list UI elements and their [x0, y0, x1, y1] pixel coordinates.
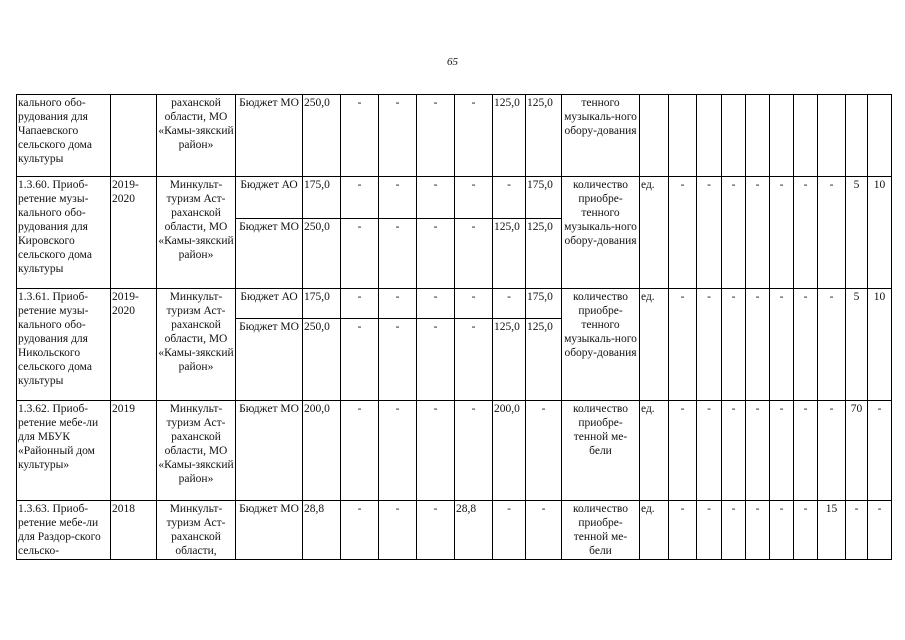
- indicator-value-cell: -: [669, 289, 697, 401]
- indicator-value-cell: -: [770, 289, 794, 401]
- funding-value-cell: -: [379, 401, 417, 501]
- unit-cell: ед.: [640, 177, 669, 289]
- indicator-value-cell: -: [746, 401, 770, 501]
- funding-source-cell: Бюджет МО: [236, 219, 303, 289]
- indicator-value-cell: [697, 95, 722, 177]
- funding-value-cell: -: [341, 501, 379, 560]
- indicator-value-cell: -: [697, 401, 722, 501]
- years-cell: [111, 95, 157, 177]
- funding-value-cell: -: [341, 401, 379, 501]
- years-cell: 2019-2020: [111, 177, 157, 289]
- funding-value-cell: -: [379, 501, 417, 560]
- indicator-value-cell: -: [697, 501, 722, 560]
- event-title-cell: 1.3.60. Приоб-ретение музы-кального обо-рудования для Кировского сельского дома культуры: [17, 177, 111, 289]
- indicator-value-cell: -: [794, 177, 818, 289]
- indicator-value-cell: -: [746, 501, 770, 560]
- indicator-value-cell: -: [770, 401, 794, 501]
- funding-value-cell: 250,0: [303, 319, 341, 401]
- indicator-value-cell: [868, 95, 892, 177]
- indicator-value-cell: -: [794, 501, 818, 560]
- indicator-cell: тенного музыкаль-ного обору-дования: [562, 95, 640, 177]
- funding-value-cell: -: [379, 319, 417, 401]
- funding-source-cell: Бюджет МО: [236, 501, 303, 560]
- table-row: [17, 177, 892, 219]
- indicator-value-cell: -: [818, 289, 846, 401]
- funding-value-cell: -: [341, 319, 379, 401]
- indicator-value-cell: -: [770, 501, 794, 560]
- funding-value-cell: -: [417, 289, 455, 319]
- funding-value-cell: 200,0: [493, 401, 526, 501]
- funding-value-cell: 125,0: [526, 319, 562, 401]
- funding-source-cell: Бюджет МО: [236, 95, 303, 177]
- funding-value-cell: 125,0: [493, 95, 526, 177]
- funding-value-cell: -: [417, 177, 455, 219]
- executor-cell: раханской области, МО «Камы-зякский район»: [157, 95, 236, 177]
- indicator-cell: количество приобре-тенного музыкаль-ного обору-дования: [562, 289, 640, 401]
- funding-value-cell: -: [379, 95, 417, 177]
- indicator-value-cell: -: [770, 177, 794, 289]
- program-table: [16, 94, 892, 560]
- table-row: [17, 501, 892, 560]
- indicator-value-cell: -: [722, 177, 746, 289]
- event-title-cell: кального обо-рудования для Чапаевского сельского дома культуры: [17, 95, 111, 177]
- table-row: [17, 289, 892, 319]
- funding-value-cell: 125,0: [526, 219, 562, 289]
- indicator-value-cell: -: [669, 177, 697, 289]
- indicator-value-cell: [794, 95, 818, 177]
- indicator-value-cell: 15: [818, 501, 846, 560]
- executor-cell: Минкульт-туризм Аст-раханской области,: [157, 501, 236, 560]
- executor-cell: Минкульт-туризм Аст-раханской области, МО «Камы-зякский район»: [157, 177, 236, 289]
- funding-value-cell: 28,8: [455, 501, 493, 560]
- indicator-value-cell: -: [697, 289, 722, 401]
- table-row: [17, 401, 892, 501]
- executor-cell: Минкульт-туризм Аст-раханской области, МО «Камы-зякский район»: [157, 289, 236, 401]
- funding-value-cell: -: [493, 501, 526, 560]
- unit-cell: ед.: [640, 401, 669, 501]
- indicator-value-cell: -: [794, 401, 818, 501]
- page-number: 65: [447, 56, 458, 68]
- indicator-value-cell: -: [722, 401, 746, 501]
- indicator-value-cell: -: [697, 177, 722, 289]
- indicator-value-cell: -: [818, 401, 846, 501]
- funding-value-cell: 175,0: [303, 177, 341, 219]
- unit-cell: ед.: [640, 289, 669, 401]
- funding-value-cell: 175,0: [526, 177, 562, 219]
- funding-value-cell: -: [417, 319, 455, 401]
- funding-source-cell: Бюджет МО: [236, 319, 303, 401]
- unit-cell: ед.: [640, 501, 669, 560]
- funding-value-cell: -: [455, 289, 493, 319]
- funding-value-cell: 125,0: [493, 319, 526, 401]
- funding-source-cell: Бюджет МО: [236, 401, 303, 501]
- funding-value-cell: 175,0: [526, 289, 562, 319]
- funding-value-cell: -: [379, 219, 417, 289]
- funding-value-cell: 200,0: [303, 401, 341, 501]
- funding-value-cell: -: [455, 319, 493, 401]
- indicator-value-cell: [722, 95, 746, 177]
- funding-value-cell: 250,0: [303, 95, 341, 177]
- indicator-value-cell: -: [669, 501, 697, 560]
- funding-value-cell: -: [493, 177, 526, 219]
- funding-value-cell: 250,0: [303, 219, 341, 289]
- indicator-cell: количество приобре-тенной ме-бели: [562, 401, 640, 501]
- funding-source-cell: Бюджет АО: [236, 177, 303, 219]
- executor-cell: Минкульт-туризм Аст-раханской области, МО «Камы-зякский район»: [157, 401, 236, 501]
- funding-value-cell: -: [341, 95, 379, 177]
- years-cell: 2019: [111, 401, 157, 501]
- funding-value-cell: -: [417, 501, 455, 560]
- indicator-value-cell: 5: [846, 177, 868, 289]
- funding-source-cell: Бюджет АО: [236, 289, 303, 319]
- indicator-value-cell: -: [669, 401, 697, 501]
- indicator-value-cell: -: [722, 289, 746, 401]
- indicator-value-cell: 5: [846, 289, 868, 401]
- event-title-cell: 1.3.62. Приоб-ретение мебе-ли для МБУК «Районный дом культуры»: [17, 401, 111, 501]
- indicator-value-cell: -: [846, 501, 868, 560]
- indicator-cell: количество приобре-тенного музыкаль-ного обору-дования: [562, 177, 640, 289]
- funding-value-cell: -: [341, 177, 379, 219]
- funding-value-cell: -: [341, 219, 379, 289]
- indicator-value-cell: -: [818, 177, 846, 289]
- funding-value-cell: -: [379, 177, 417, 219]
- funding-value-cell: -: [379, 289, 417, 319]
- funding-value-cell: -: [455, 401, 493, 501]
- years-cell: 2019-2020: [111, 289, 157, 401]
- funding-value-cell: -: [455, 177, 493, 219]
- funding-value-cell: -: [417, 401, 455, 501]
- indicator-value-cell: -: [722, 501, 746, 560]
- indicator-cell: количество приобре-тенной ме-бели: [562, 501, 640, 560]
- funding-value-cell: -: [526, 501, 562, 560]
- unit-cell: [640, 95, 669, 177]
- indicator-value-cell: [846, 95, 868, 177]
- indicator-value-cell: [669, 95, 697, 177]
- funding-value-cell: 28,8: [303, 501, 341, 560]
- funding-value-cell: -: [417, 95, 455, 177]
- table-row: [17, 95, 892, 177]
- indicator-value-cell: -: [746, 289, 770, 401]
- indicator-value-cell: [770, 95, 794, 177]
- event-title-cell: 1.3.61. Приоб-ретение музы-кального обо-рудования для Никольского сельского дома культуры: [17, 289, 111, 401]
- indicator-value-cell: [746, 95, 770, 177]
- funding-value-cell: -: [455, 95, 493, 177]
- indicator-value-cell: -: [868, 501, 892, 560]
- indicator-value-cell: 70: [846, 401, 868, 501]
- funding-value-cell: -: [417, 219, 455, 289]
- indicator-value-cell: -: [794, 289, 818, 401]
- event-title-cell: 1.3.63. Приоб-ретение мебе-ли для Раздор-ского сельско-: [17, 501, 111, 560]
- funding-value-cell: -: [341, 289, 379, 319]
- funding-value-cell: 175,0: [303, 289, 341, 319]
- funding-value-cell: -: [526, 401, 562, 501]
- funding-value-cell: -: [493, 289, 526, 319]
- years-cell: 2018: [111, 501, 157, 560]
- indicator-value-cell: -: [868, 401, 892, 501]
- indicator-value-cell: 10: [868, 289, 892, 401]
- indicator-value-cell: 10: [868, 177, 892, 289]
- funding-value-cell: -: [455, 219, 493, 289]
- indicator-value-cell: -: [746, 177, 770, 289]
- indicator-value-cell: [818, 95, 846, 177]
- funding-value-cell: 125,0: [526, 95, 562, 177]
- funding-value-cell: 125,0: [493, 219, 526, 289]
